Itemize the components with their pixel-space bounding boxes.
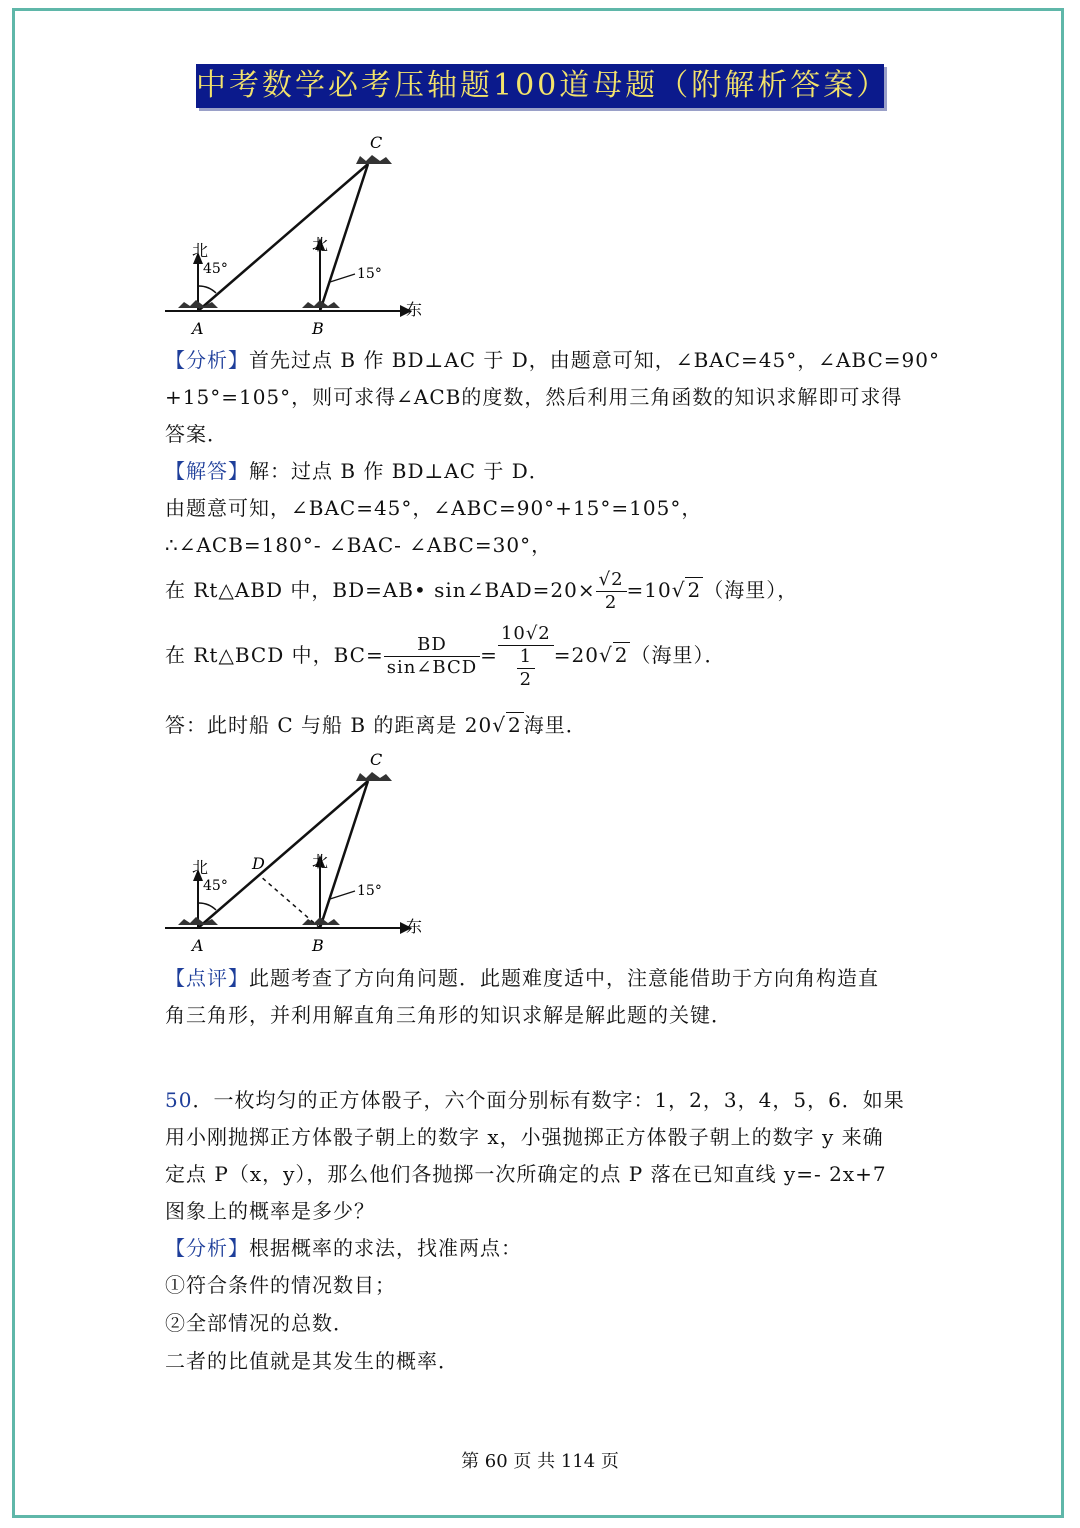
analysis-50-line-2: ①符合条件的情况数目； [165,1273,396,1297]
analysis-50-line-3: ②全部情况的总数． [165,1311,354,1335]
fraction-numerator: 1 [517,646,535,669]
analysis-50-text-1: 根据概率的求法，找准两点： [249,1236,522,1260]
answer-1-text-4c: （海里）， [703,578,799,602]
answer-1-text-5b: = [480,643,498,667]
angle-arc-45 [198,903,216,910]
point-a-label: A [192,936,204,955]
comment-1-line-1 [165,965,879,991]
answer-1-line-3: ∴∠ACB=180°- ∠BAC- ∠ABC=30°， [165,533,553,557]
question-50-line-1 [165,1087,905,1113]
point-c-label: C [370,750,383,769]
fraction-denominator: sin∠BCD [386,657,478,678]
point-b-label: B [312,319,324,338]
angle-15-label: 15° [357,883,382,899]
north-label-b: 北 [312,852,329,871]
angle-15-leader [330,274,355,282]
fraction-denominator: 2 [519,668,533,690]
north-label-a: 北 [192,241,209,260]
answer-1-text-5d: （海里）． [630,643,726,667]
angle-15-label: 15° [357,266,382,282]
answer-1-line-4 [165,566,798,614]
fraction-denominator [498,646,554,691]
ship-b-icon [302,917,340,925]
point-b-label: B [312,936,324,955]
answer-1-line-5 [165,622,725,691]
analysis-50-line-4: 二者的比值就是其发生的概率． [165,1349,459,1373]
answer-1-text-6b: 海里． [523,713,587,737]
question-50-line-2: 用小刚抛掷正方体骰子朝上的数字 x，小强抛掷正方体骰子朝上的数字 y 来确 [165,1125,884,1149]
east-label: 东 [406,917,423,936]
angle-15-leader [330,891,355,899]
page-title: 中考数学必考压轴题100道母题（附解析答案） [196,64,884,108]
fraction-numerator: 10√2 [498,623,554,646]
ship-c-icon [356,772,392,781]
ship-c-icon [356,155,392,164]
question-number: 50 [165,1088,193,1112]
answer-1-text-5c: =20 [553,643,599,667]
analysis-tag: 【分析】 [165,1236,249,1260]
angle-45-label: 45° [203,261,228,277]
comment-tag: 【点评】 [165,966,249,990]
line-ac [198,164,368,311]
answer-1-text-4b: =10 [626,578,672,602]
analysis-50-line-1 [165,1235,522,1261]
analysis-1-line-2: +15°=105°，则可求得∠ACB的度数，然后利用三角函数的知识求解即可求得 [165,385,903,409]
line-bd-dashed [259,875,320,928]
sqrt-radicand: 2 [614,643,629,667]
answer-1-text-4a: 在 Rt△ABD 中，BD=AB• sin∠BAD=20× [165,578,596,602]
sqrt-expression: √ 2 [492,713,522,737]
fraction-sqrt2-over-2 [596,569,627,614]
sqrt-expression: √ 2 [671,578,702,602]
direction-angle-figure-1 [160,128,440,343]
fraction-compound [498,623,554,691]
answer-1-text-6a: 答：此时船 C 与船 B 的距离是 20 [165,713,493,737]
north-label-a: 北 [192,858,209,877]
fraction-numerator: BD [384,634,480,657]
point-c-label: C [370,133,383,152]
fraction-numerator: √2 [596,569,627,592]
fraction-denominator: 2 [604,592,618,613]
direction-angle-figure-2 [160,745,440,960]
page-number: 第 60 页 共 114 页 [461,1451,619,1472]
sqrt-expression: √ 2 [598,643,629,667]
north-label-b: 北 [312,235,329,254]
point-a-label: A [192,319,204,338]
fraction-one-half [517,646,535,691]
analysis-1-text-1: 首先过点 B 作 BD⊥AC 于 D，由题意可知，∠BAC=45°，∠ABC=90° [249,348,940,372]
answer-tag: 【解答】 [165,459,249,483]
analysis-1-line-1 [165,347,940,373]
ship-b-icon [302,300,340,308]
analysis-tag: 【分析】 [165,348,249,372]
question-50-text-1: ．一枚均匀的正方体骰子，六个面分别标有数字：1，2，3，4，5，6．如果 [192,1088,905,1112]
fraction-bd-over-sin [384,634,480,679]
point-d-label: D [252,854,265,873]
answer-1-line-2: 由题意可知，∠BAC=45°，∠ABC=90°+15°=105°， [165,496,703,520]
question-50-line-4: 图象上的概率是多少？ [165,1199,375,1223]
sqrt-radicand: 2 [508,713,522,737]
sqrt-radicand: 2 [687,578,702,602]
angle-arc-45 [198,286,216,293]
comment-1-line-2: 角三角形，并利用解直角三角形的知识求解是解此题的关键． [165,1003,732,1027]
question-50-line-3: 定点 P（x，y），那么他们各抛掷一次所确定的点 P 落在已知直线 y=- 2x+7 [165,1162,887,1186]
analysis-1-line-3: 答案． [165,422,228,446]
east-label: 东 [406,300,423,319]
angle-45-label: 45° [203,878,228,894]
answer-1-text-5a: 在 Rt△BCD 中，BC= [165,643,384,667]
answer-1-line-1 [165,458,550,484]
comment-1-text-1: 此题考查了方向角问题．此题难度适中，注意能借助于方向角构造直 [249,966,879,990]
answer-1-text-1: 解：过点 B 作 BD⊥AC 于 D． [249,459,550,483]
line-ac [198,781,368,928]
answer-1-line-6 [165,712,587,738]
